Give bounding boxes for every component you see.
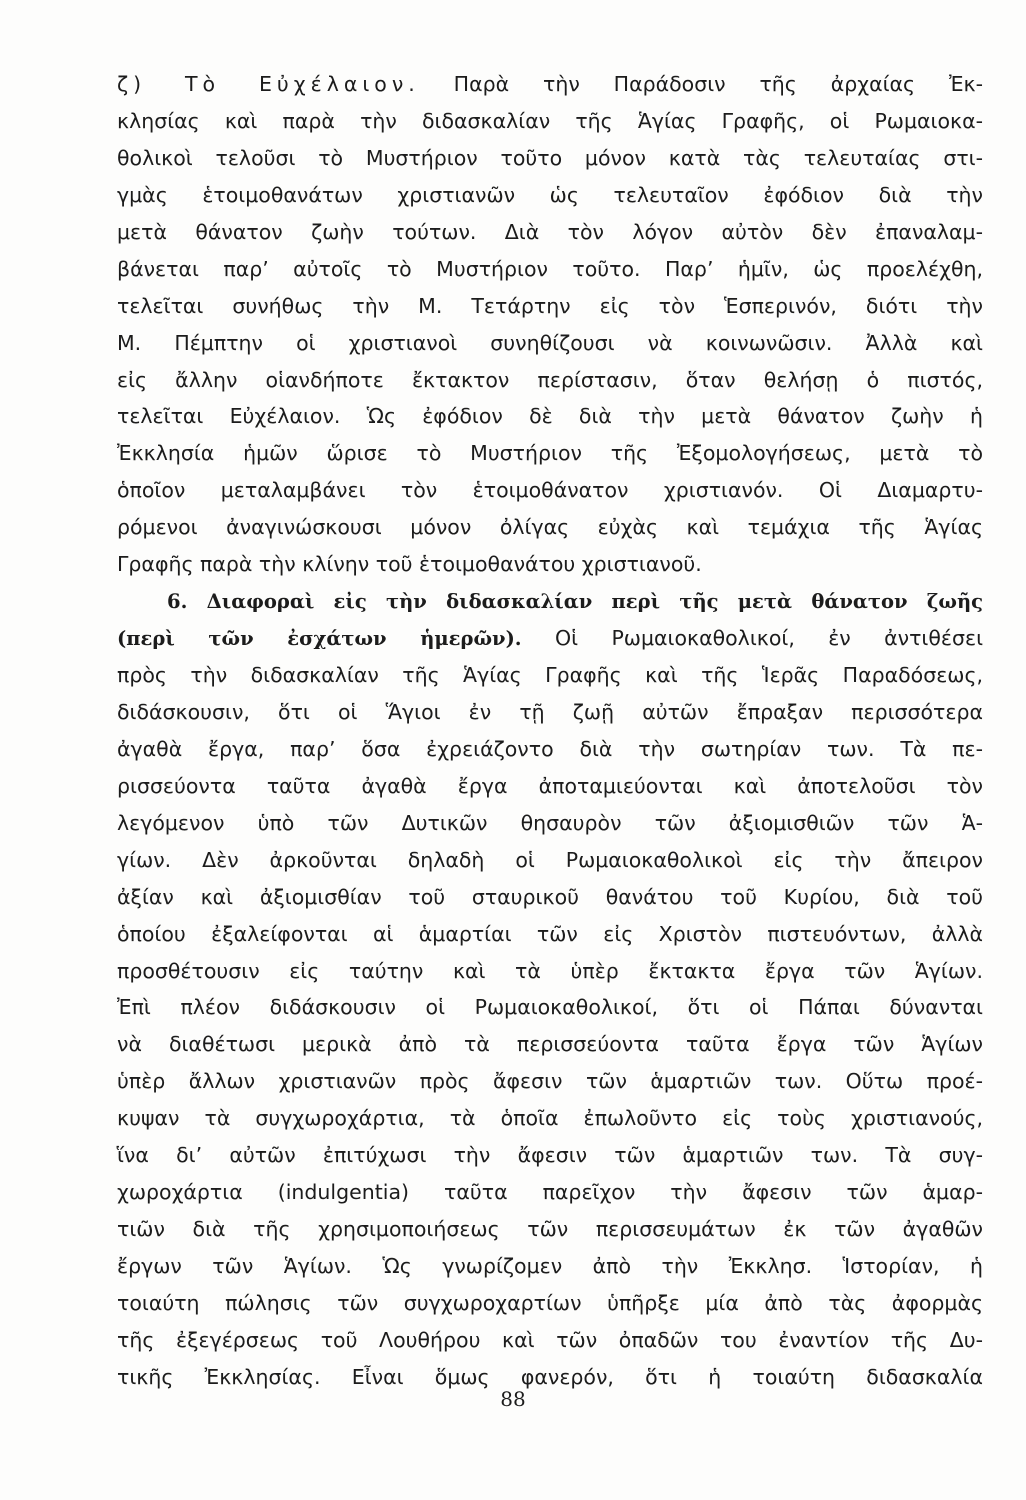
text-line: κυψαν τὰ συγχωροχάρτια, τὰ ὁποῖα ἐπωλοῦντο εἰς τοὺς χριστιανούς, bbox=[117, 1106, 983, 1131]
section-heading-text: 6. Διαφοραὶ εἰς τὴν διδασκαλίαν περὶ τῆς μετὰ θάνατον ζωῆς bbox=[167, 590, 983, 614]
text-line: ἔργων τῶν Ἁγίων. Ὡς γνωρίζομεν ἀπὸ τὴν Ἐκκλησ. Ἱστορίαν, ἡ bbox=[117, 1254, 983, 1278]
subsection-heading: ζ) Τὸ Εὐχέλαιον. bbox=[117, 72, 420, 96]
text-line: τοιαύτη πώλησις τῶν συγχωροχαρτίων ὑπῆρξε μία ἀπὸ τὰς ἀφορμὰς bbox=[117, 1290, 983, 1315]
text-line: θολικοὶ τελοῦσι τὸ Μυστήριον τοῦτο μόνον κατὰ τὰς τελευταίας στι- bbox=[117, 145, 983, 170]
text-line: βάνεται παρ’ αὐτοῖς τὸ Μυστήριον τοῦτο. Παρ’ ἡμῖν, ὡς προελέχθη, bbox=[117, 256, 983, 281]
text-line: τελεῖται Εὐχέλαιον. Ὡς ἐφόδιον δὲ διὰ τὴν μετὰ θάνατον ζωὴν ἡ bbox=[117, 404, 983, 429]
section-heading bbox=[117, 583, 983, 620]
text-line: Ἐκκλησία ἡμῶν ὥρισε τὸ Μυστήριον τῆς Ἐξομολογήσεως, μετὰ τὸ bbox=[117, 441, 983, 466]
text-line: ἀγαθὰ ἔργα, παρ’ ὅσα ἐχρειάζοντο διὰ τὴν σωτηρίαν των. Τὰ πε- bbox=[117, 736, 983, 761]
text-line: ὁποίου ἐξαλείφονται αἱ ἁμαρτίαι τῶν εἰς Χριστὸν πιστευόντων, ἀλλὰ bbox=[117, 921, 983, 946]
text-line: τῆς ἐξεγέρσεως τοῦ Λουθήρου καὶ τῶν ὀπαδῶν του ἐναντίον τῆς Δυ- bbox=[117, 1327, 983, 1352]
text-line: τελεῖται συνήθως τὴν Μ. Τετάρτην εἰς τὸν Ἑσπερινόν, διότι τὴν bbox=[117, 293, 983, 318]
text-line: ἵνα δι’ αὐτῶν ἐπιτύχωσι τὴν ἄφεσιν τῶν ἁμαρτιῶν των. Τὰ συγ- bbox=[117, 1143, 983, 1168]
text-line: πρὸς τὴν διδασκαλίαν τῆς Ἁγίας Γραφῆς καὶ τῆς Ἱερᾶς Παραδόσεως, bbox=[117, 663, 983, 687]
text-line: διδάσκουσιν, ὅτι οἱ Ἅγιοι ἐν τῇ ζωῇ αὐτῶν ἔπραξαν περισσότερα bbox=[117, 699, 983, 724]
text-line: Γραφῆς παρὰ τὴν κλίνην τοῦ ἑτοιμοθανάτου χριστιανοῦ. bbox=[117, 552, 702, 577]
body-text bbox=[117, 66, 983, 1396]
text-line: νὰ διαθέτωσι μερικὰ ἀπὸ τὰ περισσεύοντα ταῦτα ἔργα τῶν Ἁγίων bbox=[117, 1032, 983, 1057]
text-line: χωροχάρτια (indulgentia) ταῦτα παρεῖχον τὴν ἄφεσιν τῶν ἁμαρ- bbox=[117, 1180, 983, 1205]
text-line bbox=[117, 66, 983, 103]
text-line: μετὰ θάνατον ζωὴν τούτων. Διὰ τὸν λόγον αὐτὸν δὲν ἐπαναλαμ- bbox=[117, 219, 983, 244]
text-line: ρισσεύοντα ταῦτα ἀγαθὰ ἔργα ἀποταμιεύονται καὶ ἀποτελοῦσι τὸν bbox=[117, 773, 983, 798]
text-line: Μ. Πέμπτην οἱ χριστιανοὶ συνηθίζουσι νὰ κοινωνῶσιν. Ἀλλὰ καὶ bbox=[117, 330, 983, 355]
text-line: προσθέτουσιν εἰς ταύτην καὶ τὰ ὑπὲρ ἔκτακτα ἔργα τῶν Ἁγίων. bbox=[117, 958, 983, 983]
section-heading-continued: (περὶ τῶν ἐσχάτων ἡμερῶν). bbox=[117, 627, 522, 651]
text-line: τικῆς Ἐκκλησίας. Εἶναι ὅμως φανερόν, ὅτι ἡ τοιαύτη διδασκαλία bbox=[117, 1364, 983, 1389]
text-line: γμὰς ἑτοιμοθανάτων χριστιανῶν ὡς τελευταῖον ἐφόδιον διὰ τὴν bbox=[117, 182, 983, 207]
text-line: Ἐπὶ πλέον διδάσκουσιν οἱ Ρωμαιοκαθολικοί, ὅτι οἱ Πάπαι δύνανται bbox=[117, 995, 983, 1020]
text-line: ρόμενοι ἀναγινώσκουσι μόνον ὀλίγας εὐχὰς καὶ τεμάχια τῆς Ἁγίας bbox=[117, 515, 983, 540]
text-line: εἰς ἄλλην οἱανδήποτε ἔκτακτον περίστασιν, ὅταν θελήσῃ ὁ πιστός, bbox=[117, 367, 983, 392]
text-line: ἀξίαν καὶ ἀξιομισθίαν τοῦ σταυρικοῦ θανάτου τοῦ Κυρίου, διὰ τοῦ bbox=[117, 884, 983, 909]
text-line: ὁποῖον μεταλαμβάνει τὸν ἑτοιμοθάνατον χριστιανόν. Οἱ Διαμαρτυ- bbox=[117, 478, 983, 503]
page-number: 88 bbox=[500, 1387, 526, 1411]
text-line bbox=[117, 620, 983, 657]
text-line-rest: Παρὰ τὴν Παράδοσιν τῆς ἀρχαίας Ἐκ- bbox=[419, 72, 983, 96]
text-line: κλησίας καὶ παρὰ τὴν διδασκαλίαν τῆς Ἁγίας Γραφῆς, οἱ Ρωμαιοκα- bbox=[117, 108, 983, 133]
text-line: ὑπὲρ ἄλλων χριστιανῶν πρὸς ἄφεσιν τῶν ἁμαρτιῶν των. Οὕτω προέ- bbox=[117, 1069, 983, 1094]
text-line: γίων. Δὲν ἀρκοῦνται δηλαδὴ οἱ Ρωμαιοκαθολικοὶ εἰς τὴν ἄπειρον bbox=[117, 847, 983, 872]
text-line-rest: Οἱ Ρωμαιοκαθολικοί, ἐν ἀντιθέσει bbox=[521, 626, 984, 651]
text-line: λεγόμενον ὑπὸ τῶν Δυτικῶν θησαυρὸν τῶν ἀξιομισθιῶν τῶν Ἁ- bbox=[117, 810, 983, 835]
text-line: τιῶν διὰ τῆς χρησιμοποιήσεως τῶν περισσευμάτων ἐκ τῶν ἀγαθῶν bbox=[117, 1217, 983, 1242]
